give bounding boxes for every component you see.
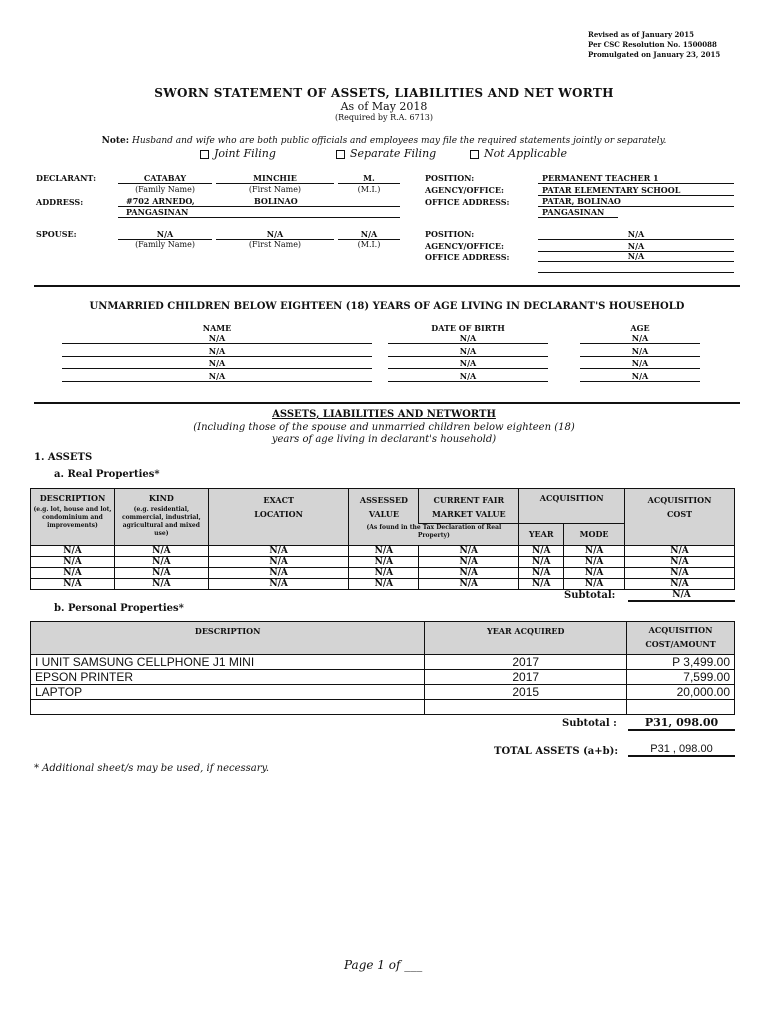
table-cell: N/A — [208, 568, 349, 579]
note-text: Husband and wife who are both public officials and employees may file the required statements jointly or separately. — [131, 136, 667, 146]
table-cell: N/A — [114, 557, 208, 568]
header-fair-market-value: CURRENT FAIR MARKET VALUE — [419, 489, 519, 524]
assets-heading: 1. ASSETS — [34, 452, 93, 463]
table-cell: I UNIT SAMSUNG CELLPHONE J1 MINI — [31, 655, 425, 670]
table-cell: N/A — [564, 568, 625, 579]
total-assets-label: TOTAL ASSETS (a+b): — [494, 746, 619, 757]
table-row — [31, 557, 735, 568]
table-cell: N/A — [114, 568, 208, 579]
table-cell: N/A — [625, 568, 735, 579]
spouse-position: N/A — [538, 229, 734, 240]
declarant-agency: PATAR ELEMENTARY SCHOOL — [538, 185, 734, 196]
child-age: N/A — [580, 346, 700, 357]
header-tax-note: (As found in the Tax Declaration of Real Property) — [349, 524, 519, 546]
not-applicable-option[interactable] — [470, 147, 567, 160]
personal-subtotal-value: P31, 098.00 — [628, 716, 735, 731]
child-dob: N/A — [388, 346, 548, 357]
as-of-date: As of May 2018 — [340, 100, 428, 113]
table-cell: N/A — [519, 546, 564, 557]
header-pp-year: YEAR ACQUIRED — [425, 622, 627, 655]
spouse-office-address-label: OFFICE ADDRESS: — [425, 252, 510, 262]
child-name: N/A — [62, 346, 372, 357]
table-cell — [31, 700, 425, 715]
header-location: EXACT LOCATION — [208, 489, 349, 546]
alnw-title: ASSETS, LIABILITIES AND NETWORTH — [272, 409, 496, 420]
spouse-label: SPOUSE: — [36, 229, 77, 239]
separate-filing-option[interactable] — [336, 147, 436, 160]
spouse-family-name-caption: (Family Name) — [135, 240, 195, 249]
table-cell: N/A — [349, 557, 419, 568]
header-kind: KIND (e.g. residential, commercial, industrial, agricultural and mixed use) — [114, 489, 208, 546]
total-assets-value: P31 , 098.00 — [628, 743, 735, 757]
header-mode: MODE — [564, 524, 625, 546]
declarant-office-address-1: PATAR, BOLINAO — [538, 196, 734, 207]
table-cell: 20,000.00 — [627, 685, 735, 700]
personal-subtotal-label: Subtotal : — [562, 718, 617, 729]
table-cell: N/A — [519, 579, 564, 590]
table-cell: N/A — [114, 546, 208, 557]
spouse-first-name: N/A — [216, 229, 334, 240]
child-age: N/A — [580, 333, 700, 344]
table-cell: 2015 — [425, 685, 627, 700]
table-cell: N/A — [625, 546, 735, 557]
table-cell: N/A — [519, 568, 564, 579]
child-age: N/A — [580, 371, 700, 382]
declarant-family-name: CATABAY — [118, 173, 212, 184]
header-pp-cost: ACQUISITION COST/AMOUNT — [627, 622, 735, 655]
table-cell: N/A — [208, 546, 349, 557]
revision-line-1: Revised as of January 2015 — [588, 30, 694, 39]
address-line-2: PANGASINAN — [118, 207, 400, 218]
table-cell: N/A — [419, 579, 519, 590]
header-acquisition: ACQUISITION — [519, 489, 625, 524]
child-name: N/A — [62, 371, 372, 382]
table-cell: N/A — [349, 579, 419, 590]
declarant-mi: M. — [338, 173, 400, 184]
table-row — [31, 670, 735, 685]
section-divider — [34, 285, 740, 287]
spouse-family-name: N/A — [118, 229, 212, 240]
real-subtotal-value: N/A — [628, 590, 735, 602]
header-year: YEAR — [519, 524, 564, 546]
spouse-mi-caption: (M.I.) — [357, 240, 381, 249]
child-dob: N/A — [388, 333, 548, 344]
table-cell: N/A — [519, 557, 564, 568]
table-cell: N/A — [564, 579, 625, 590]
child-name: N/A — [62, 333, 372, 344]
joint-filing-option[interactable] — [200, 147, 276, 160]
header-description: DESCRIPTION (e.g. lot, house and lot, condominium and improvements) — [31, 489, 115, 546]
table-row — [31, 568, 735, 579]
revision-line-2: Per CSC Resolution No. 1500088 — [588, 40, 717, 49]
table-cell: 7,599.00 — [627, 670, 735, 685]
note-label: Note: — [101, 136, 130, 146]
header-acquisition-cost: ACQUISITION COST — [625, 489, 735, 546]
table-cell: N/A — [564, 546, 625, 557]
table-cell: N/A — [419, 557, 519, 568]
table-cell: P 3,499.00 — [627, 655, 735, 670]
table-cell: N/A — [349, 546, 419, 557]
table-cell: N/A — [31, 568, 115, 579]
header-assessed-value: ASSESSED VALUE — [349, 489, 419, 524]
required-by: (Required by R.A. 6713) — [334, 113, 434, 122]
document-title: SWORN STATEMENT OF ASSETS, LIABILITIES AND NET WORTH — [154, 86, 614, 100]
checkbox-icon — [470, 150, 479, 159]
filing-note — [0, 136, 768, 146]
address-line-1b: BOLINAO — [254, 196, 298, 206]
children-header-age: AGE — [630, 323, 650, 333]
real-properties-heading: a. Real Properties* — [54, 469, 160, 480]
declarant-office-address-2: PANGASINAN — [538, 207, 618, 218]
declarant-first-name: MINCHIE — [216, 173, 334, 184]
table-cell: N/A — [625, 579, 735, 590]
spouse-agency-label: AGENCY/OFFICE: — [425, 241, 504, 251]
real-properties-table — [30, 488, 735, 590]
checkbox-icon — [336, 150, 345, 159]
child-age: N/A — [580, 358, 700, 369]
table-row — [31, 546, 735, 557]
spouse-first-name-caption: (First Name) — [248, 240, 302, 249]
personal-properties-heading: b. Personal Properties* — [54, 603, 184, 614]
separate-filing-label: Separate Filing — [350, 147, 437, 160]
child-dob: N/A — [388, 358, 548, 369]
personal-properties-table — [30, 621, 735, 715]
checkbox-icon — [200, 150, 209, 159]
table-cell: N/A — [114, 579, 208, 590]
table-cell: N/A — [208, 557, 349, 568]
first-name-caption: (First Name) — [248, 185, 302, 194]
children-title: UNMARRIED CHILDREN BELOW EIGHTEEN (18) YEARS OF AGE LIVING IN DECLARANT'S HOUSEHOLD — [89, 301, 685, 312]
office-address-label: OFFICE ADDRESS: — [425, 197, 510, 207]
position-label: POSITION: — [425, 173, 475, 183]
address-label: ADDRESS: — [36, 197, 84, 207]
mi-caption: (M.I.) — [357, 185, 381, 194]
table-row — [31, 579, 735, 590]
family-name-caption: (Family Name) — [135, 185, 195, 194]
table-cell: N/A — [31, 546, 115, 557]
table-cell: N/A — [419, 568, 519, 579]
table-cell: N/A — [419, 546, 519, 557]
declarant-label: DECLARANT: — [36, 173, 97, 183]
table-row — [31, 655, 735, 670]
table-cell — [425, 700, 627, 715]
children-header-name: NAME — [202, 323, 232, 333]
agency-label: AGENCY/OFFICE: — [425, 185, 504, 195]
address-line-1a: #702 ARNEDO, — [126, 196, 195, 206]
header-pp-description: DESCRIPTION — [31, 622, 425, 655]
table-cell — [627, 700, 735, 715]
table-cell: N/A — [625, 557, 735, 568]
table-row — [31, 700, 735, 715]
child-dob: N/A — [388, 371, 548, 382]
spouse-mi: N/A — [338, 229, 400, 240]
additional-sheet-note: * Additional sheet/s may be used, if necessary. — [34, 763, 270, 774]
table-cell: N/A — [31, 557, 115, 568]
joint-filing-label: Joint Filing — [214, 147, 276, 160]
alnw-subtitle-2: years of age living in declarant's household) — [271, 434, 497, 445]
spouse-agency: N/A — [538, 241, 734, 252]
table-cell: 2017 — [425, 655, 627, 670]
table-cell: 2017 — [425, 670, 627, 685]
table-row — [31, 685, 735, 700]
real-subtotal-label: Subtotal: — [564, 590, 616, 601]
revision-line-3: Promulgated on January 23, 2015 — [588, 50, 721, 59]
table-cell: N/A — [31, 579, 115, 590]
alnw-subtitle-1: (Including those of the spouse and unmarried children below eighteen (18) — [193, 422, 575, 433]
child-name: N/A — [62, 358, 372, 369]
spouse-office-address: N/A — [538, 251, 734, 262]
table-cell: N/A — [564, 557, 625, 568]
table-cell: EPSON PRINTER — [31, 670, 425, 685]
children-header-dob: DATE OF BIRTH — [431, 323, 505, 333]
table-cell: N/A — [349, 568, 419, 579]
declarant-position: PERMANENT TEACHER 1 — [538, 173, 734, 184]
revision-note — [588, 30, 720, 60]
section-divider — [34, 402, 740, 404]
table-cell: LAPTOP — [31, 685, 425, 700]
table-cell: N/A — [208, 579, 349, 590]
spouse-position-label: POSITION: — [425, 229, 475, 239]
not-applicable-label: Not Applicable — [484, 147, 568, 160]
page-number: Page 1 of ___ — [344, 958, 423, 972]
